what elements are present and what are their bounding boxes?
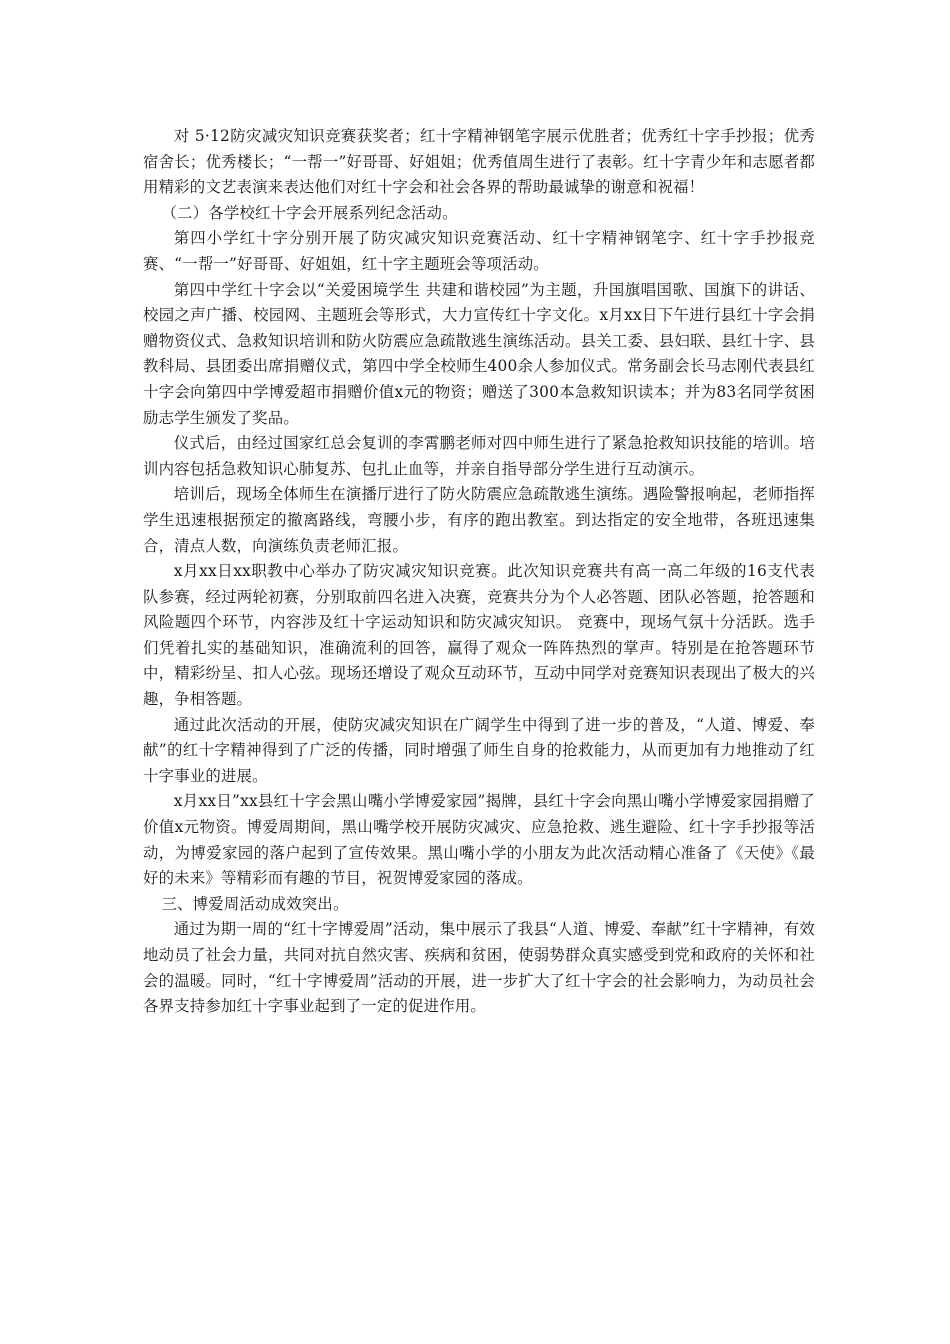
paragraph-heishanzui-home: x月xx日”xx县红十字会黑山嘴小学博爱家园”揭牌，县红十字会向黑山嘴小学博爱家园捐赠了价值x元物资。博爱周期间，黑山嘴学校开展防灾减灾、应急抢救、逃生避险、红十字手抄报等活动，为博爱家园的落户起到了宣传效果。黑山嘴小学的小朋友为此次活动精心准备了《天使》《最好的未来》等精彩而有趣的节目，祝贺博爱家园的落成。 [143, 792, 815, 888]
paragraph-activity-outcome: 通过此次活动的开展，使防灾减灾知识在广阔学生中得到了进一步的普及，“人道、博爱、奉献”的红十字精神得到了广泛的传播，同时增强了师生自身的抢救能力，从而更加有力地推动了红十字事业的进展。 [143, 715, 815, 785]
paragraph-evacuation-drill: 培训后，现场全体师生在演播厅进行了防火防震应急疏散逃生演练。遇险警报响起，老师指挥学生迅速根据预定的撤离路线，弯腰小步，有序的跑出教室。到达指定的安全地带，各班迅速集合，清点人数，向演练负责老师汇报。 [143, 485, 815, 555]
paragraph-conclusion: 通过为期一周的“红十字博爱周”活动，集中展示了我县“人道、博爱、奉献”红十字精神，有效地动员了社会力量，共同对抗自然灾害、疾病和贫困，使弱势群众真实感受到党和政府的关怀和社会的温暖。同时，“红十字博爱周”活动的开展，进一步扩大了红十字会的社会影响力，为动员社会各界支持参加红十字事业起到了一定的促进作用。 [143, 920, 815, 1016]
paragraph-vocational-contest: x月xx日xx职教中心举办了防灾减灾知识竞赛。此次知识竞赛共有高一高二年级的16支代表队参赛，经过两轮初赛，分别取前四名进入决赛，竞赛共分为个人必答题、团队必答题，抢答题和风险题四个环节，内容涉及红十字运动知识和防灾减灾知识。 竞赛中，现场气氛十分活跃。选手们凭着扎实的基础知识，准确流利的回答，赢得了观众一阵阵热烈的掌声。特别是在抢答题环节中，精彩纷呈、扣人心弦。现场还增设了观众互动环节，互动中同学对竞赛知识表现出了极大的兴趣，争相答题。 [143, 562, 815, 709]
paragraph-fourth-primary: 第四小学红十字分别开展了防灾减灾知识竞赛活动、红十字精神钢笔字、红十字手抄报竞赛、“一帮一”好哥哥、好姐姐，红十字主题班会等项活动。 [143, 229, 815, 273]
section-heading-results: 三、博爱周活动成效突出。 [161, 894, 349, 913]
paragraph-awards: 对 5·12防灾减灾知识竞赛获奖者；红十字精神钢笔字展示优胜者；优秀红十字手抄报；优秀宿舍长；优秀楼长；“一帮一”好哥哥、好姐姐；优秀值周生进行了表彰。红十字青少年和志愿者都用精彩的文艺表演来表达他们对红十字会和社会各界的帮助最诚挚的谢意和祝福！ [143, 127, 815, 197]
paragraph-first-aid-training: 仪式后，由经过国家红总会复训的李霄鹏老师对四中师生进行了紧急抢救知识技能的培训。培训内容包括急救知识心肺复苏、包扎止血等，并亲自指导部分学生进行互动演示。 [143, 434, 815, 478]
section-heading-school-activities: （二）各学校红十字会开展系列纪念活动。 [161, 203, 458, 222]
document-body [143, 124, 815, 1020]
paragraph-fourth-middle: 第四中学红十字会以“关爱困境学生 共建和谐校园”为主题，升国旗唱国歌、国旗下的讲话、校园之声广播、校园网、主题班会等形式，大力宣传红十字文化。x月xx日下午进行县红十字会捐赠物资仪式、急救知识培训和防火防震应急疏散逃生演练活动。县关工委、县妇联、县红十字、县教科局、县团委出席捐赠仪式，第四中学全校师生400余人参加仪式。常务副会长马志刚代表县红十字会向第四中学博爱超市捐赠价值x元的物资；赠送了300本急救知识读本；并为83名同学贫困励志学生颁发了奖品。 [143, 280, 815, 427]
